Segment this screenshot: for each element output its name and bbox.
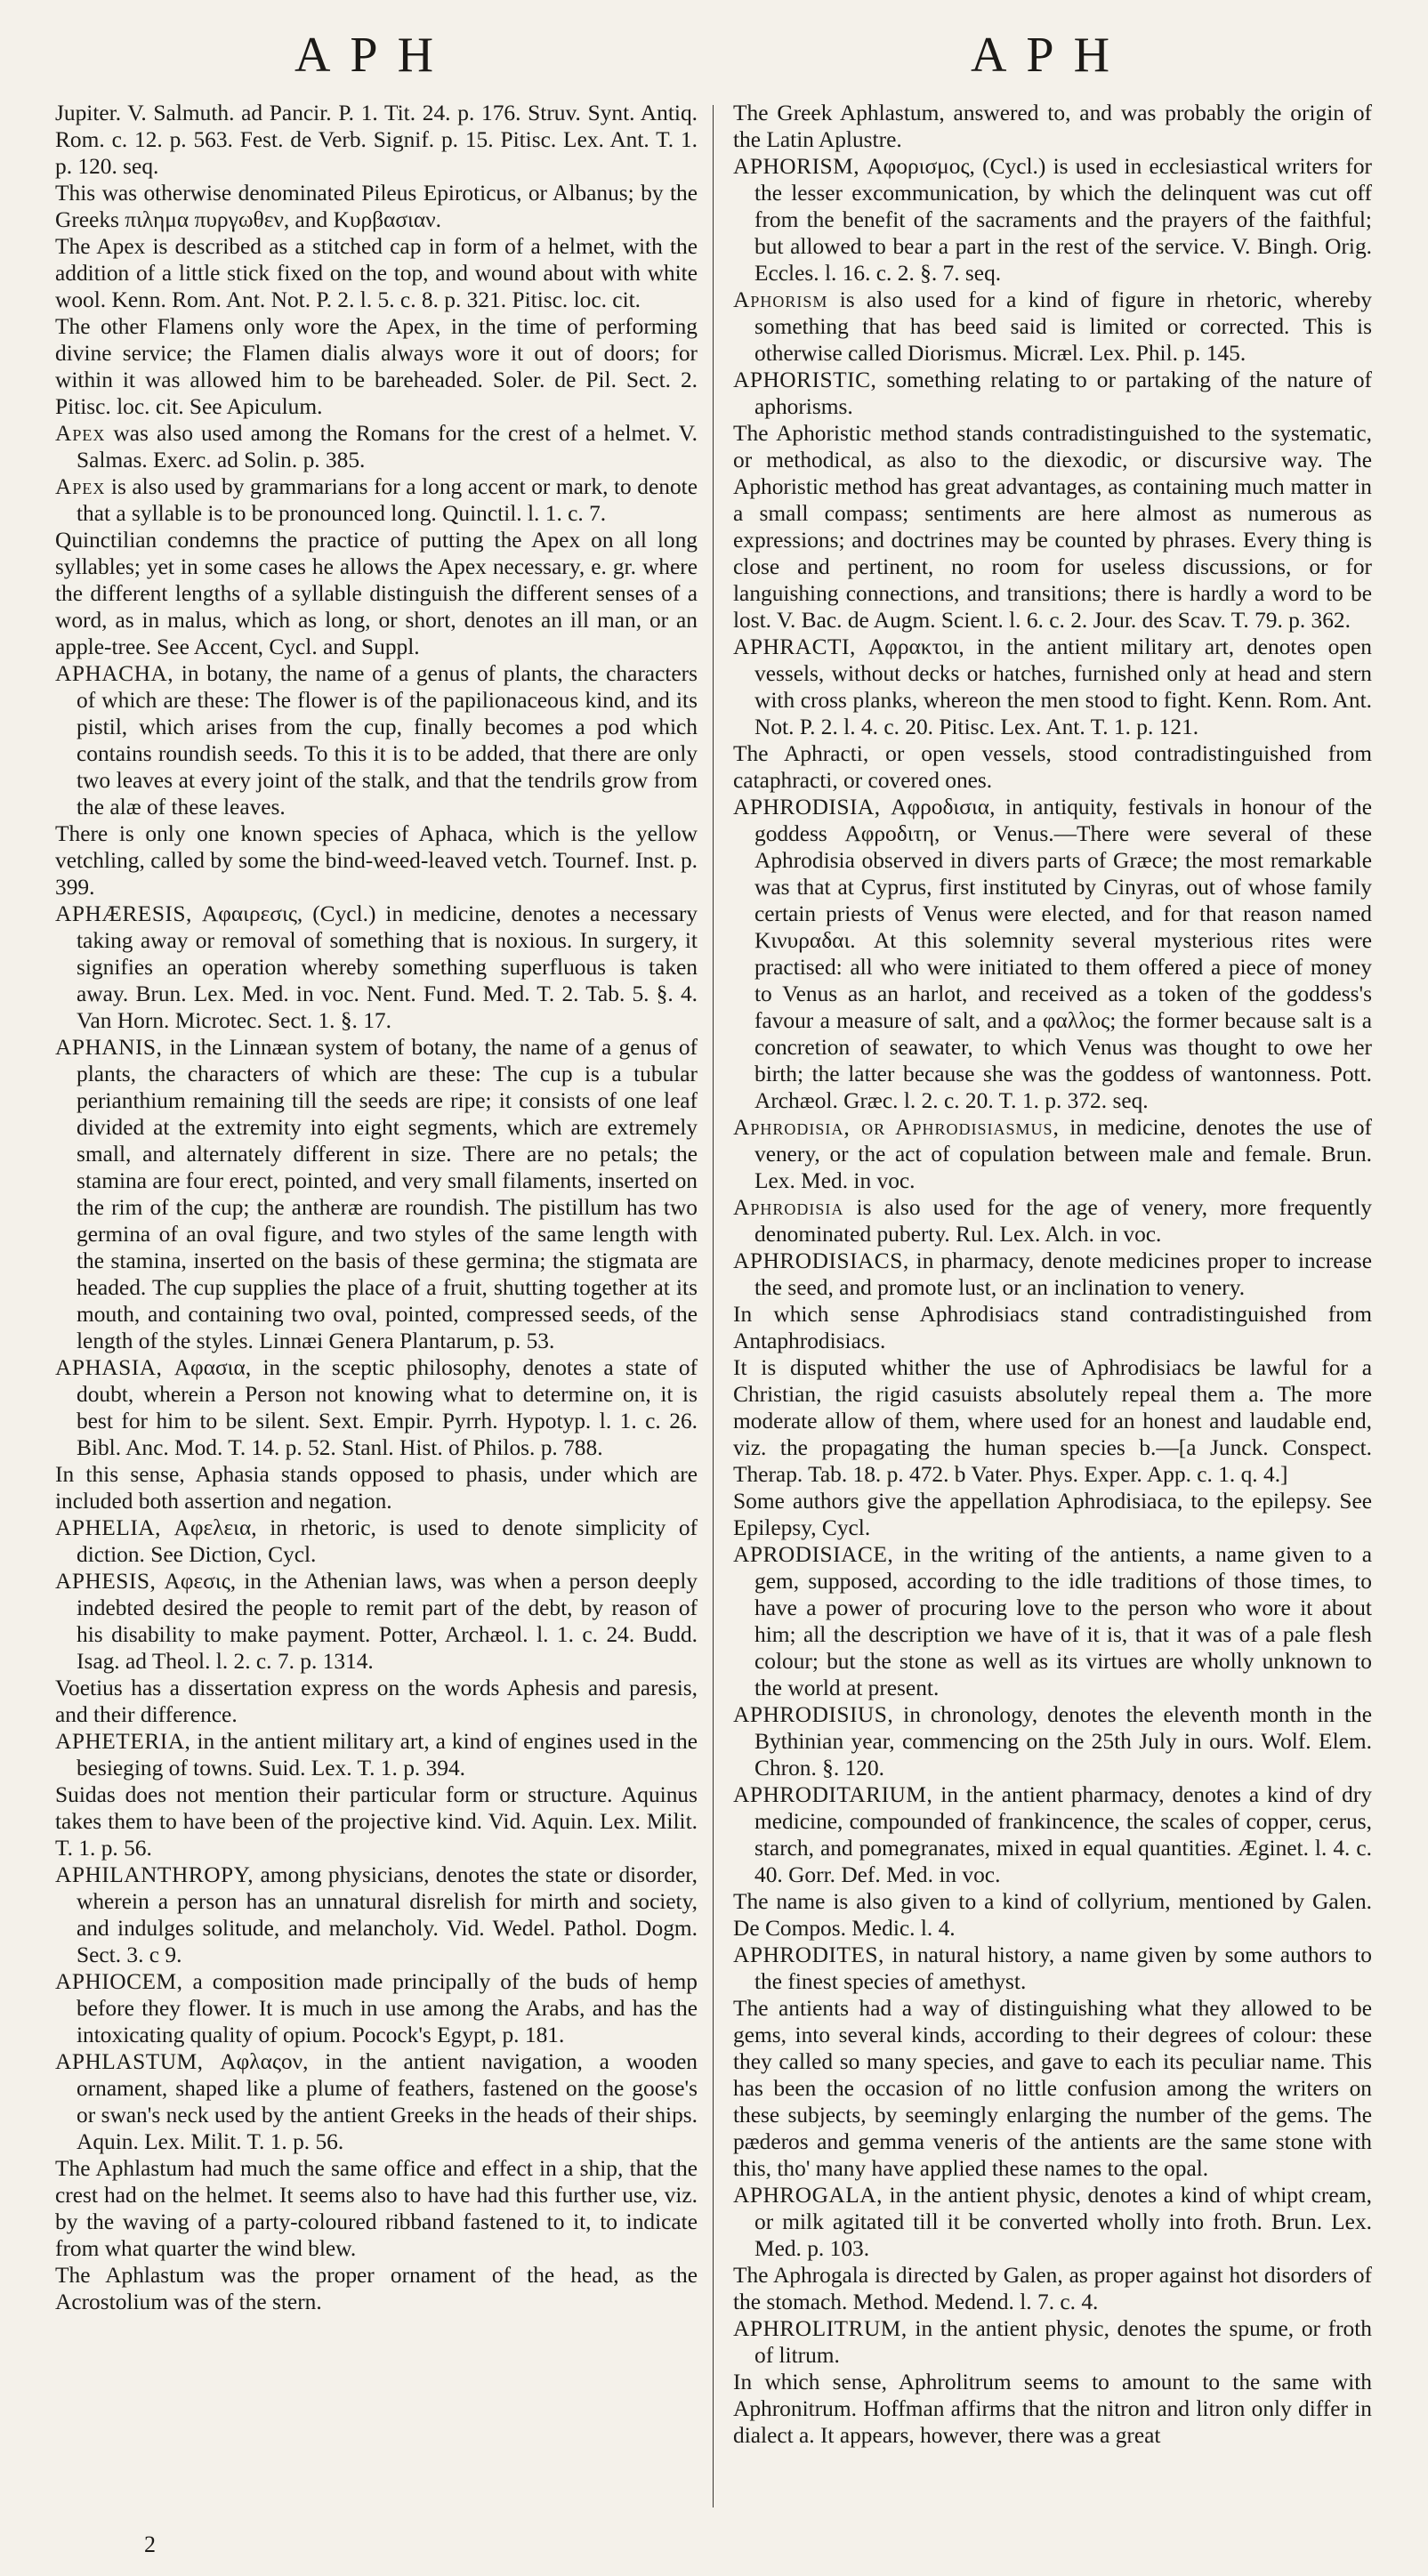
entry-headword: APHROLITRUM, xyxy=(733,2316,908,2341)
entry-definition: in botany, the name of a genus of plants, the characters of which are these: The flower is of the papilionaceous kind, and its pistil, which arises from the cup, finally becomes a pod which contains roundish seeds. To this it is to be added, that there are only two leaves at every joint of the stalk, and that the tendrils grow from the alæ of these leaves. xyxy=(77,661,698,820)
running-head-left: APH xyxy=(294,28,454,83)
entry-headword: APHRODISIACS, xyxy=(733,1248,909,1273)
entry-definition: in the antient military art, a kind of engines used in the besieging of towns. Suid. Lex. T. 1. p. 394. xyxy=(77,1729,698,1781)
dictionary-entry xyxy=(733,2182,1372,2262)
dictionary-entry xyxy=(733,287,1372,367)
entry-headword: APHÆRESIS, xyxy=(55,901,192,926)
entry-definition: is also used for the age of venery, more frequently denominated puberty. Rul. Lex. Alch. in voc. xyxy=(754,1195,1372,1247)
entry-headword: APHILANTHROPY, xyxy=(55,1862,254,1887)
entry-paragraph: The other Flamens only wore the Apex, in the time of performing divine service; the Flamen dialis always wore it out of doors; for within it was allowed him to be bareheaded. Soler. de Pil. Sect. 2. Pitisc. loc. cit. See Apiculum. xyxy=(55,314,698,419)
entry-definition: in chronology, denotes the eleventh month in the Bythinian year, commencing on the 25th July in ours. Wolf. Elem. Chron. §. 120. xyxy=(754,1702,1372,1781)
entry-paragraph: Voetius has a dissertation express on the words Aphesis and paresis, and their difference. xyxy=(55,1676,698,1727)
entry-definition: Αφρακτοι, in the antient military art, denotes open vessels, without decks or hatches, furnished only at head and stern with cross planks, whereon the men stood to fight. Kenn. Rom. Ant. Not. P. 2. l. 4. c. 20. Pitisc. Lex. Ant. T. 1. p. 121. xyxy=(754,634,1372,739)
dictionary-entry xyxy=(55,2048,698,2155)
entry-paragraph: The Aphlastum had much the same office and effect in a ship, that the crest had on the helmet. It seems also to have had this further use, viz. by the waving of a party-coloured ribband fastened to it, to indicate from what quarter the wind blew. xyxy=(55,2156,698,2261)
entry-headword: APHRODISIUS, xyxy=(733,1702,894,1727)
entry-paragraph: The Aphoristic method stands contradistinguished to the systematic, or methodical, as also to the diexodic, or discursive way. The Aphoristic method has great advantages, as containing much matter in a small compass; sentiments are here almost as numerous as expressions; and doctrines may be counted by phrases. Every thing is close and pertinent, no room for useless discussions, or for languishing connections, and transitions; there is hardly a word to be lost. V. Bac. de Augm. Scient. l. 6. c. 2. Jour. des Scav. T. 79. p. 362. xyxy=(733,421,1372,633)
entry-definition: in pharmacy, denote medicines proper to increase the seed, and promote lust, or an inclination to venery. xyxy=(754,1248,1372,1300)
entry-headword: Aphorism xyxy=(733,287,828,312)
entry-definition: Αφελεια, in rhetoric, is used to denote simplicity of diction. See Diction, Cycl. xyxy=(77,1515,698,1567)
dictionary-entry xyxy=(55,420,698,473)
dictionary-entry xyxy=(733,794,1372,1114)
entry-paragraph: The Aphlastum was the proper ornament of the head, as the Acrostolium was of the stern. xyxy=(55,2263,698,2314)
left-column xyxy=(55,100,698,2520)
entry-paragraph: The Apex is described as a stitched cap in form of a helmet, with the addition of a little stick fixed on the top, and wound about with white wool. Kenn. Rom. Ant. Not. P. 2. l. 5. c. 8. p. 321. Pitisc. loc. cit. xyxy=(55,234,698,312)
dictionary-entry xyxy=(55,1728,698,1781)
entry-definition: Αφαιρεσις, (Cycl.) in medicine, denotes a necessary taking away or removal of something that is noxious. In surgery, it signifies an operation whereby something superfluous is taken away. Brun. Lex. Med. in voc. Nent. Fund. Med. T. 2. Tab. 5. §. 4. Van Horn. Microtec. Sect. 1. §. 17. xyxy=(77,901,698,1033)
entry-headword: APHRODITES, xyxy=(733,1942,884,1967)
entry-headword: Aphrodisia xyxy=(733,1195,844,1220)
entry-definition: a composition made principally of the buds of hemp before they flower. It is much in use among the Arabs, and has the intoxicating quality of opium. Pocock's Egypt, p. 181. xyxy=(77,1969,698,2047)
dictionary-entry xyxy=(733,153,1372,287)
entry-paragraph: In this sense, Aphasia stands opposed to phasis, under which are included both assertion and negation. xyxy=(55,1462,698,1514)
entry-definition: Αφασια, in the sceptic philosophy, denotes a state of doubt, wherein a Person not knowing what to determine on, it is best for him to be silent. Sext. Empir. Pyrrh. Hypotyp. l. 1. c. 26. Bibl. Anc. Mod. T. 14. p. 52. Stanl. Hist. of Philos. p. 788. xyxy=(77,1355,698,1460)
entry-definition: in the writing of the antients, a name given to a gem, supposed, according to the idle traditions of those times, to have a power of procuring love to the person who wore it about him; all the description we have of it is, that it was of a pale flesh colour; but the stone as well as its virtues are wholly unknown to the world at present. xyxy=(754,1542,1372,1700)
entry-headword: APHELIA, xyxy=(55,1515,161,1540)
entry-definition: in the antient physic, denotes the spume, or froth of litrum. xyxy=(754,2316,1372,2368)
dictionary-entry xyxy=(733,1194,1372,1248)
dictionary-entry xyxy=(733,634,1372,740)
dictionary-entry xyxy=(55,900,698,1034)
entry-definition: in the Linnæan system of botany, the name of a genus of plants, the characters of which are these: The cup is a tubular perianthium remaining till the seeds are ripe; it consists of one leaf divided at the extremity into eight segments, which are extremely small, and alternately different in size. There are no petals; the stamina are four erect, pointed, and very small filaments, inserted on the rim of the cup; the antheræ are roundish. The pistillum has two germina of an oval figure, and two styles of the same length with the stamina, inserted on the basis of these germina; the stigmata are headed. The cup supplies the place of a fruit, shutting together at its mouth, and containing two oval, pointed, compressed seeds, of the length of the styles. Linnæi Genera Plantarum, p. 53. xyxy=(77,1035,698,1353)
dictionary-entry xyxy=(55,1568,698,1675)
dictionary-entry xyxy=(55,660,698,820)
dictionary-entry xyxy=(733,1942,1372,1995)
entry-definition: Αφορισμος, (Cycl.) is used in ecclesiastical writers for the lesser excommunication, by which the delinquent was cut off from the benefit of the sacraments and the prayers of the faithful; but allowed to bear a part in the rest of the service. V. Bingh. Orig. Eccles. l. 16. c. 2. §. 7. seq. xyxy=(754,154,1372,286)
dictionary-entry xyxy=(733,1701,1372,1781)
entry-definition: is also used by grammarians for a long accent or mark, to denote that a syllable is to be pronounced long. Quinctil. l. 1. c. 7. xyxy=(77,474,698,526)
dictionary-entry xyxy=(733,1781,1372,1888)
entry-headword: APHORISM, xyxy=(733,154,860,179)
entry-paragraph: Quinctilian condemns the practice of putting the Apex on all long syllables; yet in some cases he allows the Apex necessary, e. gr. where the different lengths of a syllable distinguish the different senses of a word, as in malus, which as long, or short, denotes an ill man, or an apple-tree. See Accent, Cycl. and Suppl. xyxy=(55,528,698,659)
dictionary-entry xyxy=(55,1354,698,1461)
entry-paragraph: The Aphracti, or open vessels, stood contradistinguished from cataphracti, or covered ones. xyxy=(733,741,1372,793)
entry-paragraph: In which sense Aphrodisiacs stand contradistinguished from Antaphrodisiacs. xyxy=(733,1302,1372,1353)
entry-definition: among physicians, denotes the state or disorder, wherein a person has an unnatural disrelish for mirth and society, and indulges solitude, and melancholy. Vid. Wedel. Pathol. Dogm. Sect. 3. c 9. xyxy=(77,1862,698,1967)
entry-headword: APHORISTIC, xyxy=(733,367,877,392)
entry-paragraph: The antients had a way of distinguishing what they allowed to be gems, into several kinds, according to their degrees of colour: these they called so many species, and gave to each its peculiar name. This has been the occasion of no little confusion among the writers on these subjects, by seemingly enlarging the number of the gems. The pæderos and gemma veneris of the antients are the same stone with this, tho' many have applied these names to the opal. xyxy=(733,1996,1372,2181)
entry-headword: APHLASTUM, xyxy=(55,2049,204,2074)
entry-definition: something relating to or partaking of the nature of aphorisms. xyxy=(754,367,1372,419)
entry-definition: Αφεσις, in the Athenian laws, was when a person deeply indebted desired the people to remit part of the debt, by reason of his disability to make payment. Potter, Archæol. l. 1. c. 24. Budd. Isag. ad Theol. l. 2. c. 7. p. 1314. xyxy=(77,1569,698,1674)
dictionary-entry xyxy=(55,1861,698,1968)
dictionary-entry xyxy=(733,1541,1372,1701)
entry-paragraph: This was otherwise denominated Pileus Epiroticus, or Albanus; by the Greeks πιλημα πυργωθεν, and Κυρβασιαν. xyxy=(55,181,698,232)
entry-headword: APHRODISIA, xyxy=(733,795,881,820)
right-column xyxy=(733,100,1372,2520)
entry-paragraph: Suidas does not mention their particular form or structure. Aquinus takes them to have been of the projective kind. Vid. Aquin. Lex. Milit. T. 1. p. 56. xyxy=(55,1782,698,1861)
dictionary-entry xyxy=(55,473,698,527)
dictionary-entry xyxy=(733,1248,1372,1301)
entry-paragraph: The Greek Aphlastum, answered to, and was probably the origin of the Latin Aplustre. xyxy=(733,101,1372,152)
dictionary-entry xyxy=(733,1114,1372,1194)
dictionary-entry xyxy=(733,367,1372,420)
entry-paragraph: Some authors give the appellation Aphrodisiaca, to the epilepsy. See Epilepsy, Cycl. xyxy=(733,1489,1372,1540)
entry-definition: in the antient pharmacy, denotes a kind of dry medicine, compounded of frankincence, the scales of copper, cerus, starch, and pomegranates, mixed in equal quantities. Æginet. l. 4. c. 40. Gorr. Def. Med. in voc. xyxy=(754,1782,1372,1887)
entry-definition: was also used among the Romans for the crest of a helmet. V. Salmas. Exerc. ad Solin. p. 385. xyxy=(77,421,698,472)
entry-definition: Αφλαςον, in the antient navigation, a wooden ornament, shaped like a plume of feathers, fastened on the goose's or swan's neck used by the antient Greeks in the heads of their ships. Aquin. Lex. Milit. T. 1. p. 56. xyxy=(77,2049,698,2154)
entry-headword: APHROGALA, xyxy=(733,2183,883,2208)
entry-headword: APRODISIACE, xyxy=(733,1542,894,1567)
entry-paragraph: The name is also given to a kind of collyrium, mentioned by Galen. De Compos. Medic. l. 4. xyxy=(733,1889,1372,1941)
entry-headword: APHESIS, xyxy=(55,1569,157,1594)
entry-definition: in the antient physic, denotes a kind of whipt cream, or milk agitated till it be converted wholly into froth. Brun. Lex. Med. p. 103. xyxy=(754,2183,1372,2261)
entry-headword: APHRODITARIUM, xyxy=(733,1782,933,1807)
entry-paragraph: Jupiter. V. Salmuth. ad Pancir. P. 1. Tit. 24. p. 176. Struv. Synt. Antiq. Rom. c. 12. p. 563. Fest. de Verb. Signif. p. 15. Pitisc. Lex. Ant. T. 1. p. 120. seq. xyxy=(55,101,698,179)
entry-headword: Aphrodisia, or Aphrodisiasmus, xyxy=(733,1115,1060,1140)
entry-paragraph: It is disputed whither the use of Aphrodisiacs be lawful for a Christian, the rigid casuists absolutely repeal them a. The more moderate allow of them, where used for an honest and laudable end, viz. the propagating the human species b.—[a Junck. Conspect. Therap. Tab. 18. p. 472. b Vater. Phys. Exper. App. c. 1. q. 4.] xyxy=(733,1355,1372,1487)
entry-headword: APHACHA, xyxy=(55,661,174,686)
entry-definition: is also used for a kind of figure in rhetoric, whereby something that has beed said is limited or corrected. This is otherwise called Diorismus. Micræl. Lex. Phil. p. 145. xyxy=(754,287,1372,366)
entry-headword: APHIOCEM, xyxy=(55,1969,183,1994)
running-head-right: APH xyxy=(970,28,1130,83)
entry-headword: APHANIS, xyxy=(55,1035,163,1060)
entry-paragraph: There is only one known species of Aphaca, which is the yellow vetchling, called by some the bind-weed-leaved vetch. Tournef. Inst. p. 399. xyxy=(55,821,698,900)
page-number: 2 xyxy=(144,2532,156,2557)
dictionary-entry xyxy=(55,1968,698,2048)
entry-paragraph: In which sense, Aphrolitrum seems to amount to the same with Aphronitrum. Hoffman affirms that the nitron and litron only differ in dialect a. It appears, however, there was a great xyxy=(733,2370,1372,2448)
dictionary-entry xyxy=(55,1034,698,1354)
column-divider xyxy=(713,105,714,2507)
entry-definition: Αφροδισια, in antiquity, festivals in honour of the goddess Αφροδιτη, or Venus.—There were several of these Aphrodisia observed in divers parts of Græce; the most remarkable was that at Cyprus, first instituted by Cinyras, out of whose family certain priests of Venus were elected, and for that reason named Κινυραδαι. At this solemnity several mysterious rites were practised: all who were initiated to them offered a piece of money to Venus as an harlot, and received as a token of the goddess's favour a measure of salt, and a φαλλος; the former because salt is a concretion of seawater, to which Venus was thought to owe her birth; the latter because she was the goddess of wantonness. Pott. Archæol. Græc. l. 2. c. 20. T. 1. p. 372. seq. xyxy=(754,795,1372,1113)
entry-definition: in medicine, denotes the use of venery, or the act of copulation between male and female. Brun. Lex. Med. in voc. xyxy=(754,1115,1372,1193)
entry-paragraph: The Aphrogala is directed by Galen, as proper against hot disorders of the stomach. Method. Medend. l. 7. c. 4. xyxy=(733,2263,1372,2314)
entry-headword: APHETERIA, xyxy=(55,1729,191,1754)
dictionary-entry xyxy=(733,2315,1372,2369)
entry-headword: APHASIA, xyxy=(55,1355,163,1380)
dictionary-entry xyxy=(55,1514,698,1568)
entry-headword: Apex xyxy=(55,421,106,446)
entry-definition: in natural history, a name given by some authors to the finest species of amethyst. xyxy=(754,1942,1372,1994)
entry-headword: Apex xyxy=(55,474,106,499)
entry-headword: APHRACTI, xyxy=(733,634,856,659)
